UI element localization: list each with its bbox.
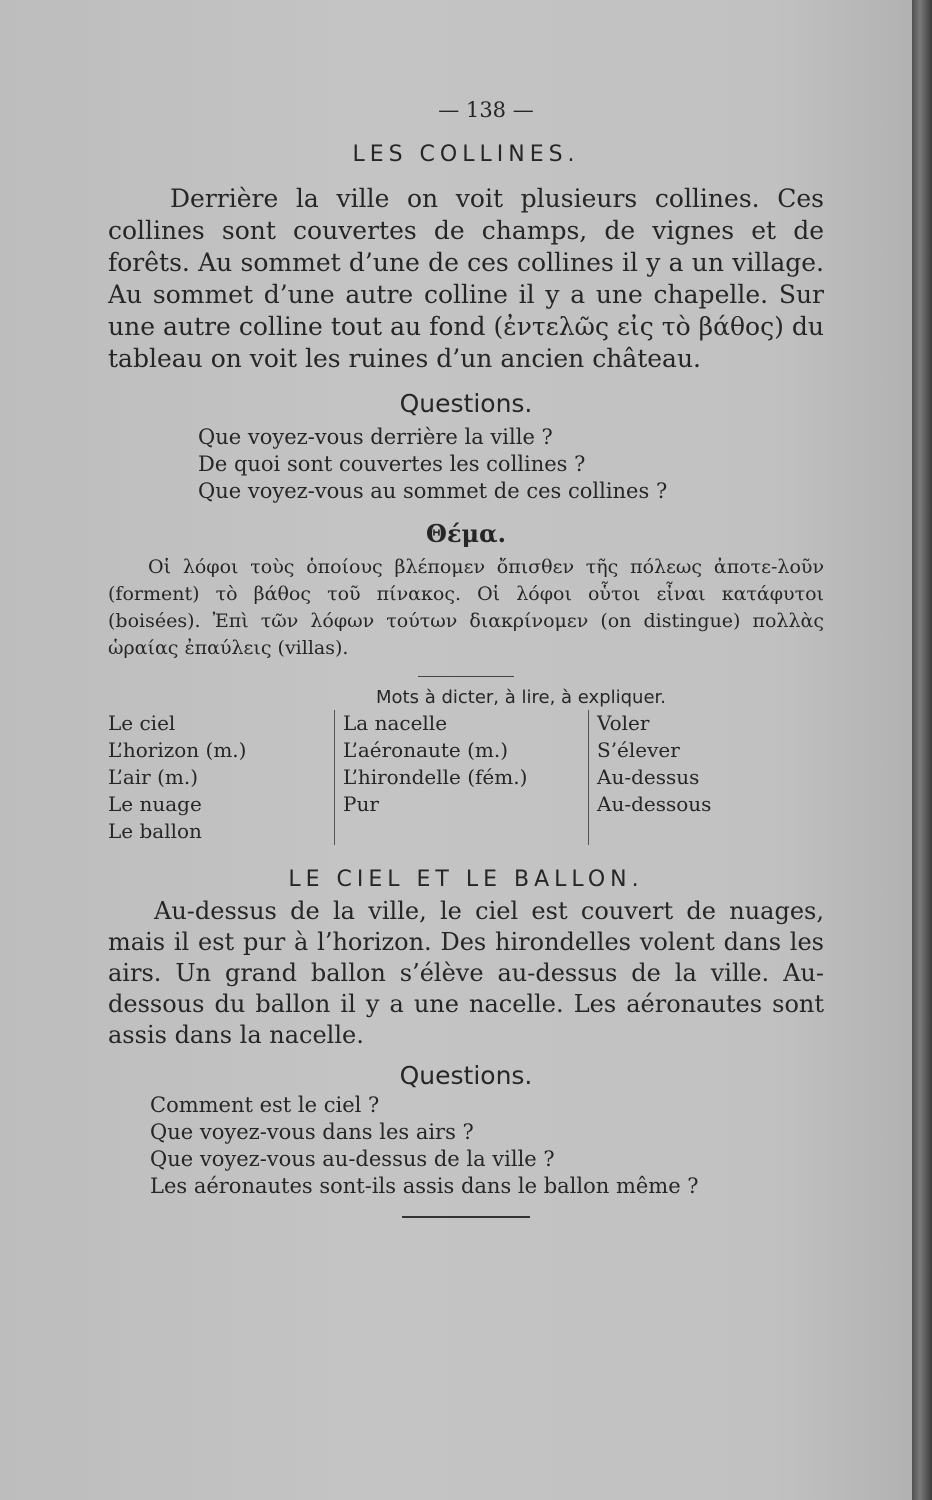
questions-list-1 [108, 424, 824, 505]
paragraph-collines-rest: Ces collines sont couvertes de champs, de vignes et de forêts. Au sommet d’une de ces collines il y a un village. Au sommet d’une autre colline il y a une chapelle. Sur une autre colline tout au fond (ἐντελῶς εἰς τὸ βάθος) du tableau on voit les ruines d’un ancien château. [108, 184, 825, 373]
paragraph-collines-start: Derrière la ville on voit plusieurs collines. [170, 184, 760, 213]
vocabulary-column-1 [108, 710, 334, 845]
end-ornament [402, 1216, 530, 1222]
vocabulary-word: L’hirondelle (fém.) [343, 765, 528, 789]
paragraph-ballon [108, 896, 824, 1051]
question-item: Que voyez-vous au-dessus de la ville ? [150, 1147, 555, 1171]
questions-heading-2: Questions. [399, 1061, 533, 1090]
vocabulary-word: L’aéronaute (m.) [343, 738, 509, 762]
vocabulary-column-2 [334, 710, 588, 845]
vocabulary-word: Voler [597, 711, 650, 735]
page-content [108, 98, 824, 1222]
question-item: Que voyez-vous dans les airs ? [150, 1120, 474, 1144]
question-item: Que voyez-vous derrière la ville ? [198, 425, 553, 449]
vocabulary-word: Le ciel [108, 711, 176, 735]
question-item: Que voyez-vous au sommet de ces collines ? [198, 479, 668, 503]
vocabulary-word: Pur [343, 792, 379, 816]
questions-heading-1: Questions. [399, 389, 533, 418]
book-spine-edge [912, 0, 932, 1500]
question-item: De quoi sont couvertes les collines ? [198, 452, 586, 476]
paragraph-collines [108, 183, 824, 375]
vocabulary-word: L’horizon (m.) [108, 738, 247, 762]
paragraph-ballon-start: Au-dessus de la ville, le ciel est couvert de [154, 897, 716, 925]
questions-list-2 [108, 1092, 824, 1200]
thema-rest: λοῦν (forment) τὸ βάθος τοῦ πίνακος. Οἱ λόφοι οὗτοι εἶναι κατάφυτοι (boisées). Ἐπὶ τῶν λόφων τούτων διακρίνομεν (on distingue) πολλὰς ὡραίας ἐπαύλεις (villas). [108, 556, 824, 659]
thema-paragraph [108, 554, 824, 662]
page-number: — 138 — [438, 98, 534, 122]
question-item: Les aéronautes sont-ils assis dans le ballon même ? [150, 1174, 699, 1198]
thema-heading: Θέμα. [426, 519, 506, 548]
vocabulary-word: S’élever [597, 738, 680, 762]
section-title-ballon: LE CIEL ET LE BALLON. [288, 867, 644, 892]
vocabulary-word: L’air (m.) [108, 765, 199, 789]
section-title-collines: LES COLLINES. [352, 142, 580, 167]
thema-start: Οἱ λόφοι τοὺς ὁποίους βλέπομεν ὄπισθεν τῆς πόλεως ἀποτε- [148, 556, 778, 578]
divider-rule [418, 676, 514, 677]
vocabulary-word: Au-dessus [597, 765, 700, 789]
vocabulary-word: Au-dessous [597, 792, 712, 816]
paragraph-ballon-rest: nuages, mais il est pur à l’horizon. Des hirondelles volent dans les airs. Un grand ballon s’élève au-dessus de la ville. Au-dessous du ballon il y a une nacelle. Les aéronautes sont assis dans la nacelle. [108, 897, 824, 1049]
words-heading: Mots à dicter, à lire, à expliquer. [376, 687, 666, 708]
vocabulary-word: La nacelle [343, 711, 448, 735]
vocabulary-table [108, 710, 824, 845]
vocabulary-column-3 [588, 710, 711, 845]
question-item: Comment est le ciel ? [150, 1093, 380, 1117]
vocabulary-word: Le ballon [108, 819, 202, 843]
vocabulary-word: Le nuage [108, 792, 202, 816]
